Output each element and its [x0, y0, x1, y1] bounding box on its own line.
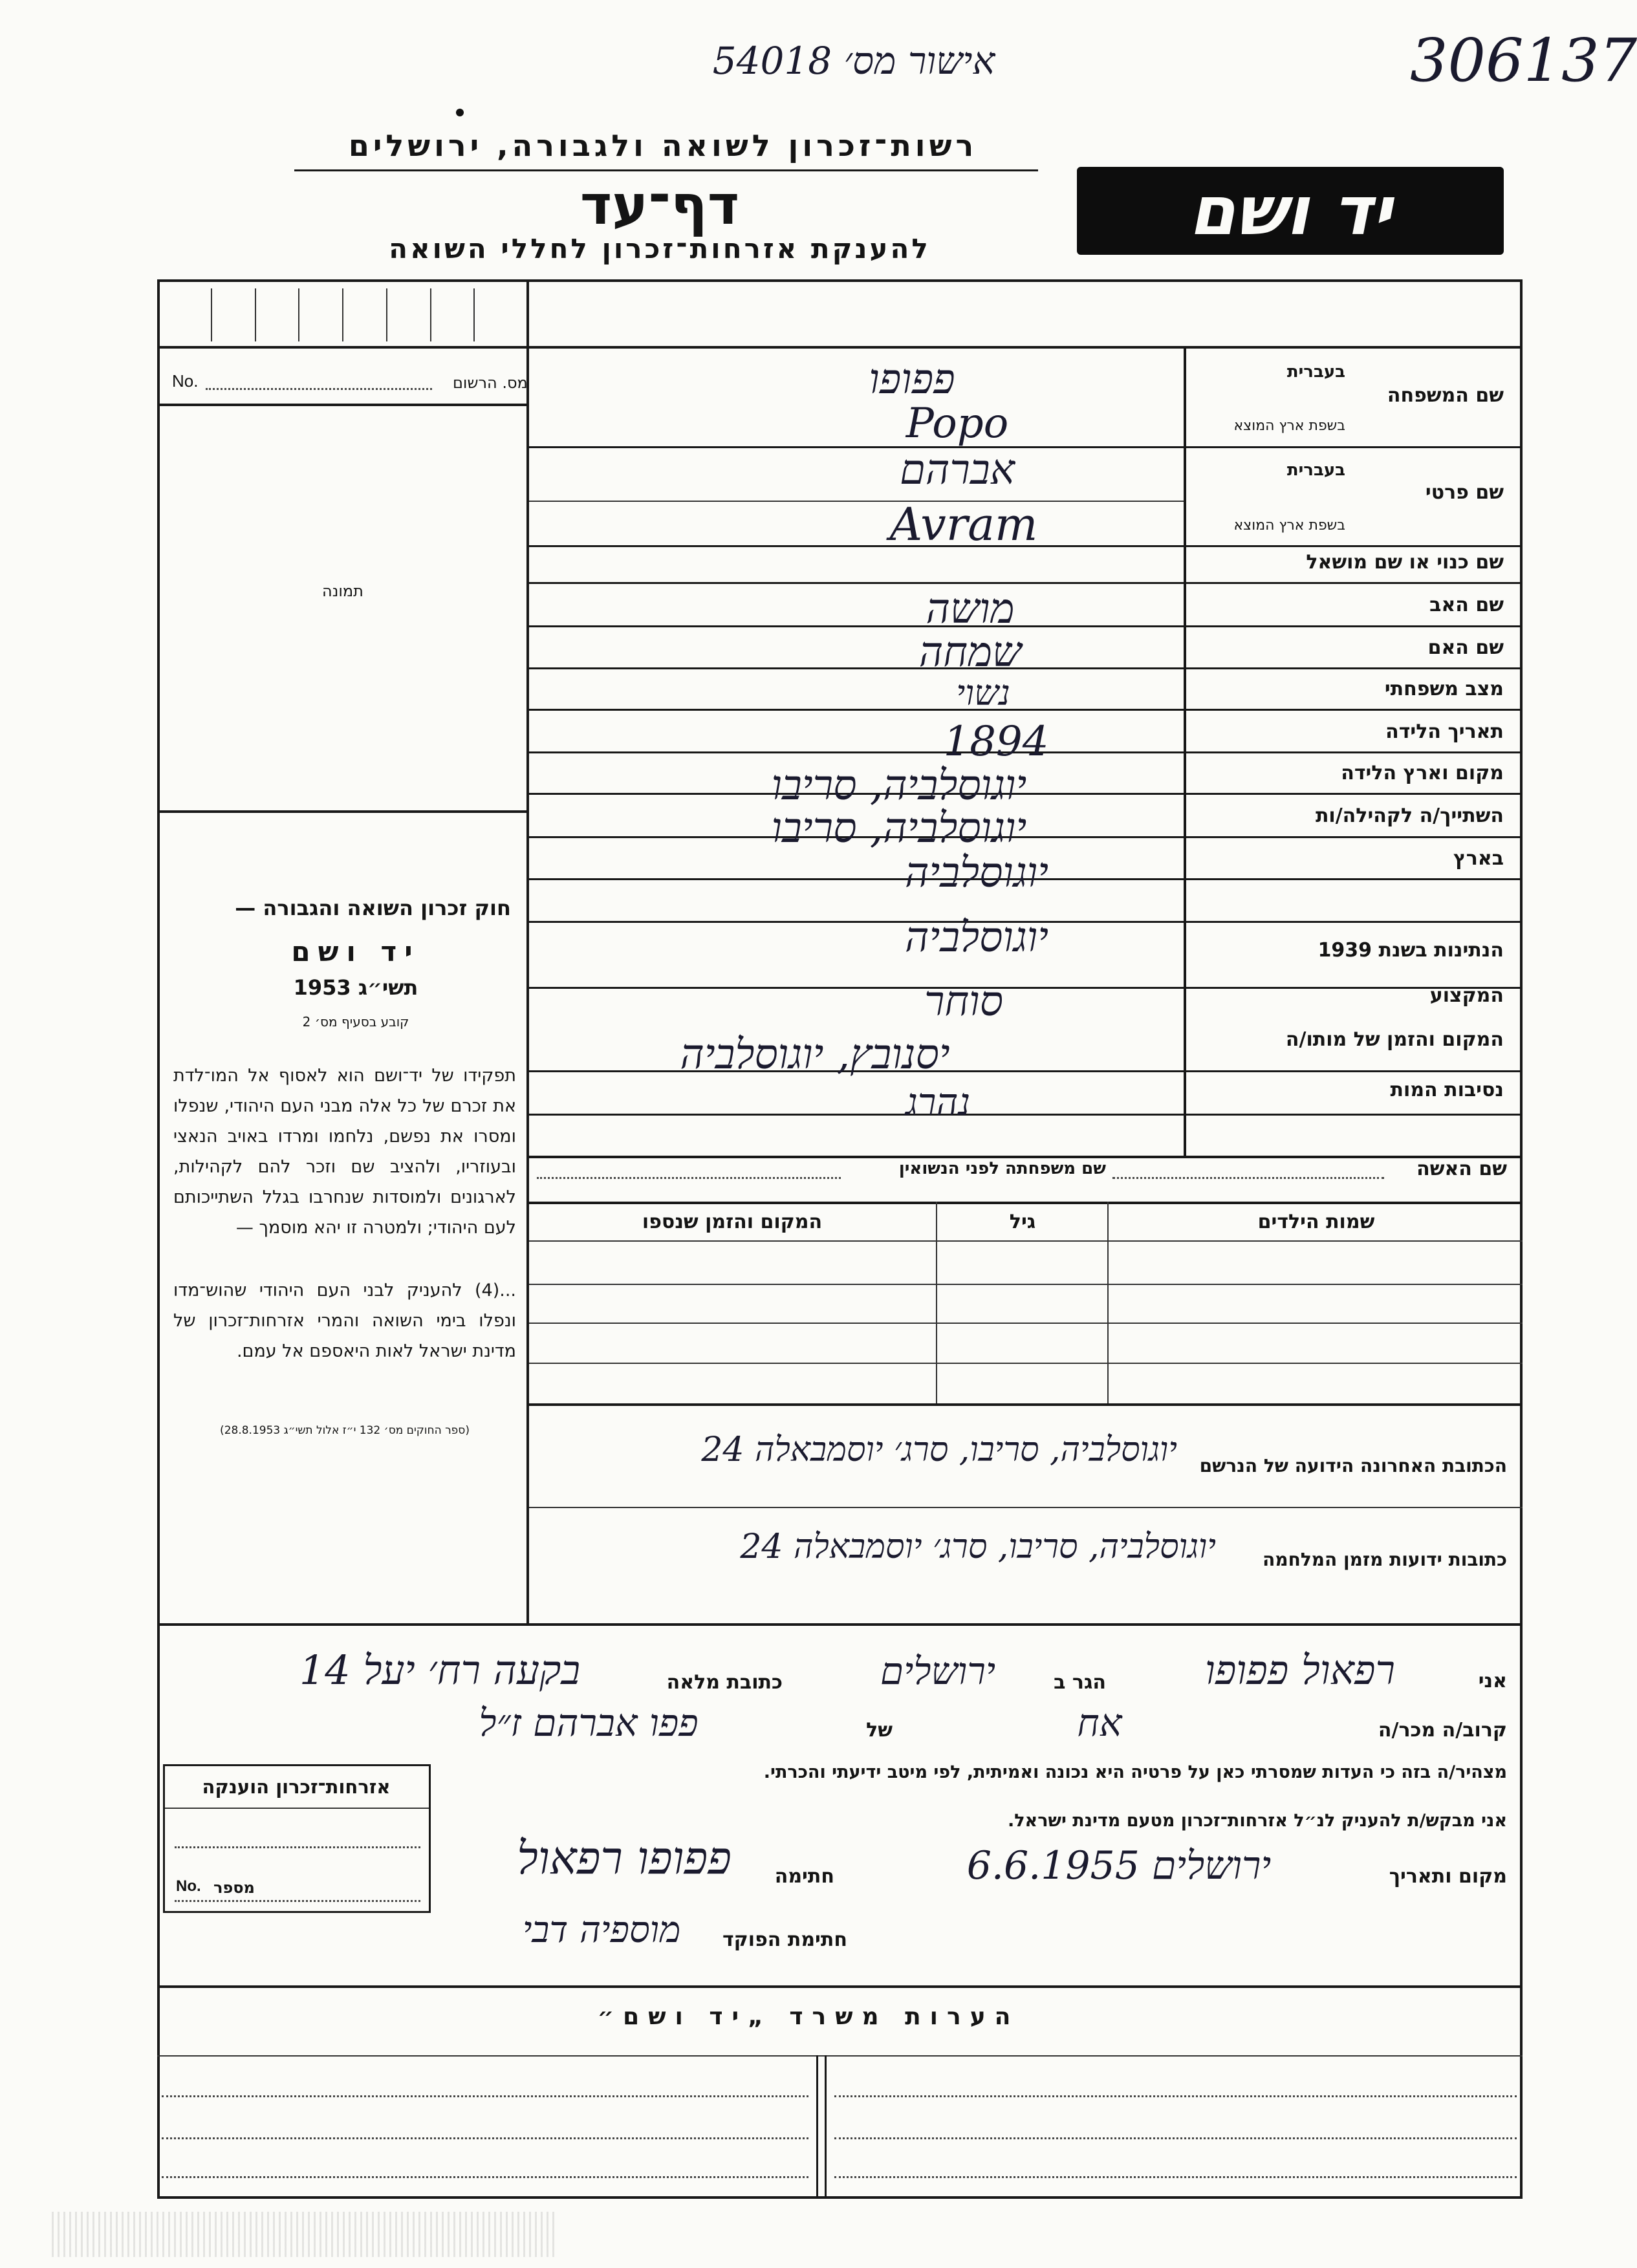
children-row-3 — [529, 1363, 1523, 1364]
label-nickname: שם כנוי או שם מושאל — [1306, 551, 1504, 574]
value-father: מושה — [926, 585, 1015, 633]
award-number-prefix: No. — [176, 1877, 201, 1895]
label-relation: קרוב/ה מכר/ה — [1378, 1719, 1507, 1742]
remarks-header-bottom — [157, 2055, 1523, 2057]
label-birthdate: תאריך הלידה — [1385, 720, 1504, 743]
children-top — [529, 1202, 1523, 1204]
label-full-address: כתובת מלאה — [666, 1671, 783, 1694]
value-community: יוגוסלביה, סריבו — [771, 805, 1027, 852]
row-line-nickname — [529, 582, 1523, 584]
value-war-address: יוגוסלביה, סריבו, סרג׳ יוסמבאלה 24 — [740, 1528, 1216, 1566]
label-origin-given: בשפת ארץ המוצא — [1233, 517, 1345, 534]
remarks-line-3 — [162, 2137, 808, 2139]
value-country: יוגוסלביה — [904, 849, 1049, 897]
label-place-date: מקום ותאריך — [1389, 1865, 1507, 1888]
logo-text: יד ושם — [1189, 171, 1392, 250]
registration-no-line — [206, 388, 432, 390]
children-header-names: שמות הילדים — [1257, 1211, 1375, 1233]
label-last-address: הכתובת האחרונה הידועה של הנרשם — [1199, 1455, 1507, 1476]
remarks-line-2 — [834, 2095, 1517, 2097]
value-birthdate: 1894 — [943, 718, 1049, 766]
value-city: ירושלים — [880, 1649, 996, 1693]
value-family-hebrew: פפופו — [869, 356, 955, 404]
value-clerk: מוספיה דבי — [522, 1909, 681, 1951]
value-last-address: יוגוסלביה, סריבו, סרג׳ יוסמבאלה 24 — [701, 1431, 1177, 1469]
form-subtitle: להענקת אזרחות־זכרון לחללי השואה — [389, 233, 931, 265]
law-citation: (ספר החוקים מס׳ 132 י״ז אלול תשי״ג 28.8.1953) — [220, 1424, 470, 1437]
photo-box-bottom — [157, 810, 529, 813]
award-number-label: מספר — [213, 1879, 255, 1897]
award-number-line — [175, 1900, 420, 1902]
award-line-1 — [175, 1846, 420, 1848]
label-citizenship: הנתינות בשנת 1939 — [1317, 939, 1504, 962]
left-panel-divider — [526, 279, 529, 1623]
label-i: אני — [1478, 1670, 1507, 1692]
label-mother: שם האם — [1427, 636, 1504, 659]
authority-underline — [294, 169, 1038, 171]
corner-number: 306137 — [1410, 26, 1637, 95]
wife-line — [1112, 1177, 1384, 1179]
approval-note: אישור מס׳ 54018 — [712, 39, 995, 83]
value-profession: סוחר — [924, 978, 1004, 1026]
registration-digit-boxes — [168, 288, 517, 341]
remarks-line-4 — [834, 2137, 1517, 2139]
label-clerk: חתימת הפוקד — [722, 1928, 847, 1951]
value-given-hebrew: אברהם — [899, 446, 1015, 494]
label-war-address: כתובות ידועות מזמן המלחמה — [1263, 1549, 1507, 1570]
declaration-text: מצהיר/ה בזה כי העדות שמסרתי כאן על פרטיה היא נכונה ואמיתית, לפי מיטב ידיעתי והכרתי. — [763, 1762, 1507, 1782]
label-in-hebrew-family: בעברית — [1286, 362, 1345, 382]
remarks-line-5 — [162, 2176, 808, 2178]
law-name: יד ושם — [291, 936, 420, 967]
value-death-circ: נהרג — [905, 1080, 971, 1124]
law-paragraph-2: ...(4) להעניק לבני העם היהודי שהוש־מדו ונפלו בימי השואה והמרי אזרחות־זכרון של מדינת ישראל לאות היאספם אל עמם. — [173, 1280, 516, 1361]
label-wife: שם האשה — [1416, 1158, 1507, 1180]
label-country: בארץ — [1453, 847, 1504, 870]
authority-title: רשות־זכרון לשואה ולגבורה, ירושלים — [348, 128, 978, 163]
value-full-address: בקעה רח׳ יעל 14 — [299, 1647, 581, 1694]
value-death-place: יסנובץ, יוגוסלביה — [680, 1031, 950, 1079]
value-declarant-name: רפאול פפופו — [1205, 1647, 1395, 1694]
law-clause-ref: קובע בסעיף מס׳ 2 — [302, 1014, 409, 1030]
law-year: תשי״ג 1953 — [293, 975, 418, 1000]
award-title-line — [165, 1808, 429, 1809]
label-in-hebrew-given: בעברית — [1286, 460, 1345, 480]
label-death-place: המקום והזמן של מותו/ה — [1285, 1028, 1504, 1051]
value-relation: אח — [1077, 1701, 1122, 1745]
row-line-wife-top — [529, 1156, 1523, 1158]
remarks-divider-b — [825, 2055, 827, 2199]
registration-label: מס. הרשום — [453, 374, 528, 392]
remarks-line-6 — [834, 2176, 1517, 2178]
registration-no-prefix: No. — [172, 371, 199, 391]
value-signature: פפופו רפאול — [517, 1831, 732, 1885]
children-bottom — [529, 1403, 1523, 1406]
value-mother: שמחה — [918, 629, 1022, 676]
label-death-circ: נסיבות המות — [1390, 1079, 1504, 1101]
photo-label: תמונה — [322, 582, 363, 600]
children-row-1 — [529, 1284, 1523, 1285]
maiden-line — [537, 1177, 841, 1179]
children-header-place: המקום והזמן שנספו — [642, 1211, 823, 1233]
law-title: חוק זכרון השואה והגבורה — — [235, 896, 511, 920]
label-signature: חתימה — [774, 1865, 834, 1888]
value-given-origin: Avram — [889, 498, 1038, 551]
label-resides: הגר ב — [1054, 1671, 1106, 1694]
ink-dot — [456, 109, 464, 116]
request-text: אני מבקש/ת להעניק לנ״ל אזרחות־זכרון מטעם מדינת ישראל. — [1007, 1811, 1507, 1831]
address-row-mid — [529, 1507, 1523, 1508]
children-col-divider-1 — [936, 1202, 937, 1403]
top-row-bottom — [157, 346, 1523, 349]
address-bottom — [157, 1623, 1523, 1626]
children-header-age: גיל — [1009, 1211, 1036, 1233]
label-maiden: שם משפחתה לפני הנשואין — [898, 1159, 1106, 1178]
value-family-origin: Popo — [905, 400, 1009, 448]
label-column-divider — [1184, 346, 1186, 1156]
label-father: שם האב — [1429, 594, 1504, 616]
children-row-2 — [529, 1323, 1523, 1324]
remarks-line-1 — [162, 2095, 808, 2097]
label-marital: מצב משפחתי — [1384, 678, 1504, 700]
label-origin-family: בשפת ארץ המוצא — [1233, 418, 1345, 434]
yad-vashem-logo — [1077, 167, 1504, 255]
remarks-title: הערות משרד „יד ושם״ — [597, 2003, 1020, 2030]
label-of: של — [866, 1719, 893, 1742]
law-paragraph-1: תפקידו של יד־ושם הוא לאסוף אל המו־לדת את זכרם של כל אלה מבני העם היהודי, שנפלו ומסרו את נפשם, נלחמו ומרדו באויב הנאצי ובעוזריו, ולהציב שם וזכר להם לקהילות, לארגונים ולמוסדות שנחרבו בגלל השתייכותם לעם היהודי; ולמטרה זו יהא מוסמך — — [173, 1066, 516, 1238]
children-col-divider-2 — [1107, 1202, 1109, 1403]
value-citizenship: יוגוסלביה — [904, 914, 1049, 962]
form-title: דף־עד — [580, 173, 740, 237]
children-header-bottom — [529, 1240, 1523, 1242]
remarks-divider-a — [816, 2055, 818, 2199]
award-title: אזרחות־זכרון הוענקה — [202, 1776, 391, 1798]
value-place-date: ירושלים 6.6.1955 — [966, 1843, 1272, 1888]
value-marital: נשוי — [956, 673, 1010, 713]
label-community: השתייך/ה לקהילה/ות — [1315, 805, 1504, 827]
value-birthplace: יוגוסלביה, סריבו — [771, 762, 1027, 810]
value-of: פפו אברהם ז״ל — [479, 1701, 699, 1745]
label-family-name: שם המשפחה — [1387, 384, 1504, 407]
label-given-name: שם פרטי — [1425, 481, 1504, 504]
label-birthplace: מקום וארץ הלידה — [1341, 762, 1504, 784]
registration-row-bottom — [157, 404, 529, 406]
scan-smudge — [52, 2212, 556, 2257]
remarks-top — [157, 1985, 1523, 1988]
label-profession: המקצוע — [1429, 984, 1504, 1007]
